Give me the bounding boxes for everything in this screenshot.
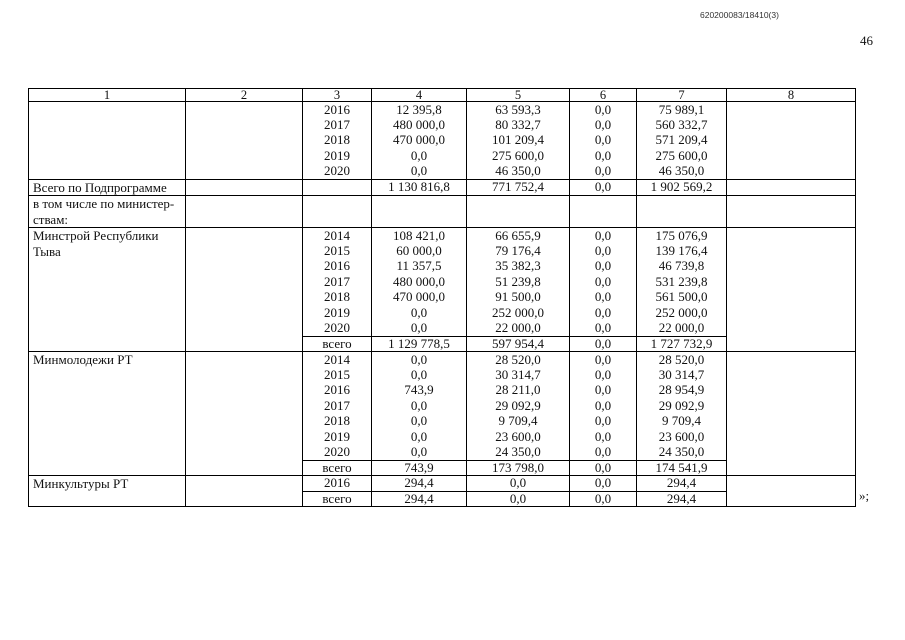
amount-col4-cell: 0,0 [372, 414, 467, 430]
amount-col6-cell: 0,0 [570, 243, 637, 259]
amount-col5-cell: 28 520,0 [467, 352, 570, 368]
amount-col5-cell: 275 600,0 [467, 148, 570, 164]
amount-col7-cell: 560 332,7 [637, 117, 727, 133]
amount-col5-cell: 79 176,4 [467, 243, 570, 259]
col2-cell-empty [186, 476, 303, 507]
amount-col6-cell: 0,0 [570, 367, 637, 383]
amount-col4-cell: 0,0 [372, 398, 467, 414]
amount-col5-cell: 29 092,9 [467, 398, 570, 414]
amount-col6-cell: 0,0 [570, 133, 637, 149]
amount-col5-cell: 24 350,0 [467, 445, 570, 461]
amount-col5-cell: 0,0 [467, 476, 570, 492]
total-col7-cell: 294,4 [637, 491, 727, 507]
amount-col7-cell: 139 176,4 [637, 243, 727, 259]
year-cell: 2018 [303, 414, 372, 430]
year-cell-empty [303, 196, 372, 228]
ministries-caption-row [29, 196, 856, 228]
amount-col5-cell: 35 382,3 [467, 259, 570, 275]
col8-cell-empty [727, 179, 856, 196]
column-number: 1 [29, 89, 186, 102]
total-col7-cell: 174 541,9 [637, 460, 727, 476]
name-cell-empty [29, 102, 186, 180]
amount-col4-cell: 12 395,8 [372, 102, 467, 118]
amount-col7-cell: 9 709,4 [637, 414, 727, 430]
amount-col6-cell: 0,0 [570, 476, 637, 492]
amount-col6-cell: 0,0 [570, 414, 637, 430]
year-cell: 2016 [303, 102, 372, 118]
amount-col4-cell: 0,0 [372, 305, 467, 321]
year-cell: 2018 [303, 133, 372, 149]
ministry-name-cell: Минстрой Республики Тыва [29, 228, 186, 352]
amount-col7-cell: 46 739,8 [637, 259, 727, 275]
budget-table [28, 88, 856, 507]
column-number: 2 [186, 89, 303, 102]
col2-cell-empty [186, 352, 303, 476]
amount-col5-cell: 9 709,4 [467, 414, 570, 430]
col8-cell-empty [727, 196, 856, 228]
total-col5-cell: 597 954,4 [467, 336, 570, 352]
total-col6-cell: 0,0 [570, 460, 637, 476]
col8-cell-empty [727, 476, 856, 507]
total-col5-cell: 771 752,4 [467, 179, 570, 196]
amount-col4-cell: 11 357,5 [372, 259, 467, 275]
total-col4-cell: 1 130 816,8 [372, 179, 467, 196]
table-row [29, 228, 856, 244]
amount-col7-cell: 561 500,0 [637, 290, 727, 306]
amount-col7-cell: 28 954,9 [637, 383, 727, 399]
amount-col4-cell: 0,0 [372, 148, 467, 164]
year-cell: 2019 [303, 429, 372, 445]
column-number: 5 [467, 89, 570, 102]
column-number: 4 [372, 89, 467, 102]
table-row [29, 102, 856, 118]
amount-col6-cell: 0,0 [570, 445, 637, 461]
amount-col7-cell: 29 092,9 [637, 398, 727, 414]
amount-col7-cell: 275 600,0 [637, 148, 727, 164]
col2-cell-empty [186, 179, 303, 196]
year-cell: 2016 [303, 383, 372, 399]
amount-col5-cell: 252 000,0 [467, 305, 570, 321]
year-cell: 2016 [303, 476, 372, 492]
total-col4-cell: 743,9 [372, 460, 467, 476]
year-cell: 2018 [303, 290, 372, 306]
year-cell: 2019 [303, 148, 372, 164]
amount-col6-cell: 0,0 [570, 429, 637, 445]
year-cell: 2020 [303, 445, 372, 461]
document-code: 620200083/18410(3) [700, 10, 779, 20]
amount-col7-cell: 24 350,0 [637, 445, 727, 461]
total-col5-cell: 0,0 [467, 491, 570, 507]
amount-col6-cell: 0,0 [570, 259, 637, 275]
ministry-name-cell: Минмолодежи РТ [29, 352, 186, 476]
amount-col7-cell: 22 000,0 [637, 321, 727, 337]
year-cell: 2015 [303, 243, 372, 259]
column-number: 3 [303, 89, 372, 102]
year-cell: 2015 [303, 367, 372, 383]
amount-col4-cell: 294,4 [372, 476, 467, 492]
table-row [29, 476, 856, 492]
amount-col6-cell: 0,0 [570, 398, 637, 414]
total-label-cell: всего [303, 336, 372, 352]
amount-col7-cell: 531 239,8 [637, 274, 727, 290]
column-number: 8 [727, 89, 856, 102]
amount-col6-cell: 0,0 [570, 117, 637, 133]
total-col7-cell: 1 727 732,9 [637, 336, 727, 352]
amount-col6-cell: 0,0 [570, 321, 637, 337]
amount-col6-cell: 0,0 [570, 102, 637, 118]
total-col6-cell: 0,0 [570, 491, 637, 507]
amount-col6-cell: 0,0 [570, 164, 637, 180]
amount-col4-cell: 0,0 [372, 321, 467, 337]
amount-col5-cell: 46 350,0 [467, 164, 570, 180]
amount-col4-cell: 0,0 [372, 367, 467, 383]
amount-col6-cell: 0,0 [570, 290, 637, 306]
amount-col7-cell: 294,4 [637, 476, 727, 492]
total-col7-cell: 1 902 569,2 [637, 179, 727, 196]
total-col4-cell: 1 129 778,5 [372, 336, 467, 352]
amount-col4-cell: 470 000,0 [372, 133, 467, 149]
amount-col7-cell: 30 314,7 [637, 367, 727, 383]
col8-cell-empty [727, 352, 856, 476]
subprogram-total-row [29, 179, 856, 196]
year-cell: 2014 [303, 352, 372, 368]
amount-col7-cell: 571 209,4 [637, 133, 727, 149]
year-cell: 2017 [303, 117, 372, 133]
amount-col5-cell: 51 239,8 [467, 274, 570, 290]
year-cell: 2019 [303, 305, 372, 321]
amount-col6-cell: 0,0 [570, 148, 637, 164]
year-cell: 2017 [303, 274, 372, 290]
amount-col5-cell: 30 314,7 [467, 367, 570, 383]
col5-cell-empty [467, 196, 570, 228]
col8-cell-empty [727, 102, 856, 180]
col2-cell-empty [186, 196, 303, 228]
amount-col5-cell: 63 593,3 [467, 102, 570, 118]
amount-col4-cell: 0,0 [372, 445, 467, 461]
ministry-name-cell: Минкультуры РТ [29, 476, 186, 507]
amount-col6-cell: 0,0 [570, 228, 637, 244]
amount-col4-cell: 0,0 [372, 429, 467, 445]
amount-col7-cell: 75 989,1 [637, 102, 727, 118]
amount-col5-cell: 22 000,0 [467, 321, 570, 337]
col6-cell-empty [570, 196, 637, 228]
ministries-caption [29, 196, 186, 228]
year-cell: 2014 [303, 228, 372, 244]
amount-col5-cell: 101 209,4 [467, 133, 570, 149]
amount-col5-cell: 66 655,9 [467, 228, 570, 244]
col2-cell-empty [186, 228, 303, 352]
total-label-cell: всего [303, 491, 372, 507]
closing-quote-mark: »; [859, 488, 870, 503]
amount-col4-cell: 470 000,0 [372, 290, 467, 306]
amount-col4-cell: 480 000,0 [372, 274, 467, 290]
total-col4-cell: 294,4 [372, 491, 467, 507]
year-cell: 2020 [303, 164, 372, 180]
total-col6-cell: 0,0 [570, 179, 637, 196]
year-cell: 2020 [303, 321, 372, 337]
column-number: 7 [637, 89, 727, 102]
table-row [29, 352, 856, 368]
amount-col7-cell: 28 520,0 [637, 352, 727, 368]
amount-col4-cell: 480 000,0 [372, 117, 467, 133]
amount-col4-cell: 743,9 [372, 383, 467, 399]
page-number: 46 [860, 33, 873, 48]
amount-col5-cell: 80 332,7 [467, 117, 570, 133]
total-col5-cell: 173 798,0 [467, 460, 570, 476]
year-cell-empty [303, 179, 372, 196]
amount-col4-cell: 0,0 [372, 164, 467, 180]
ministries-caption-line: в том числе по министер- [33, 196, 175, 211]
col7-cell-empty [637, 196, 727, 228]
column-number-row [29, 89, 856, 102]
amount-col5-cell: 28 211,0 [467, 383, 570, 399]
amount-col5-cell: 91 500,0 [467, 290, 570, 306]
amount-col6-cell: 0,0 [570, 274, 637, 290]
amount-col5-cell: 23 600,0 [467, 429, 570, 445]
subprogram-total-label: Всего по Подпрограмме [29, 179, 186, 196]
ministries-caption-line: ствам: [33, 211, 69, 227]
amount-col7-cell: 46 350,0 [637, 164, 727, 180]
total-col6-cell: 0,0 [570, 336, 637, 352]
column-number: 6 [570, 89, 637, 102]
amount-col4-cell: 108 421,0 [372, 228, 467, 244]
col4-cell-empty [372, 196, 467, 228]
amount-col7-cell: 175 076,9 [637, 228, 727, 244]
col8-cell-empty [727, 228, 856, 352]
total-label-cell: всего [303, 460, 372, 476]
amount-col6-cell: 0,0 [570, 352, 637, 368]
amount-col4-cell: 60 000,0 [372, 243, 467, 259]
amount-col6-cell: 0,0 [570, 305, 637, 321]
amount-col7-cell: 23 600,0 [637, 429, 727, 445]
amount-col6-cell: 0,0 [570, 383, 637, 399]
year-cell: 2016 [303, 259, 372, 275]
year-cell: 2017 [303, 398, 372, 414]
amount-col7-cell: 252 000,0 [637, 305, 727, 321]
col2-cell-empty [186, 102, 303, 180]
amount-col4-cell: 0,0 [372, 352, 467, 368]
